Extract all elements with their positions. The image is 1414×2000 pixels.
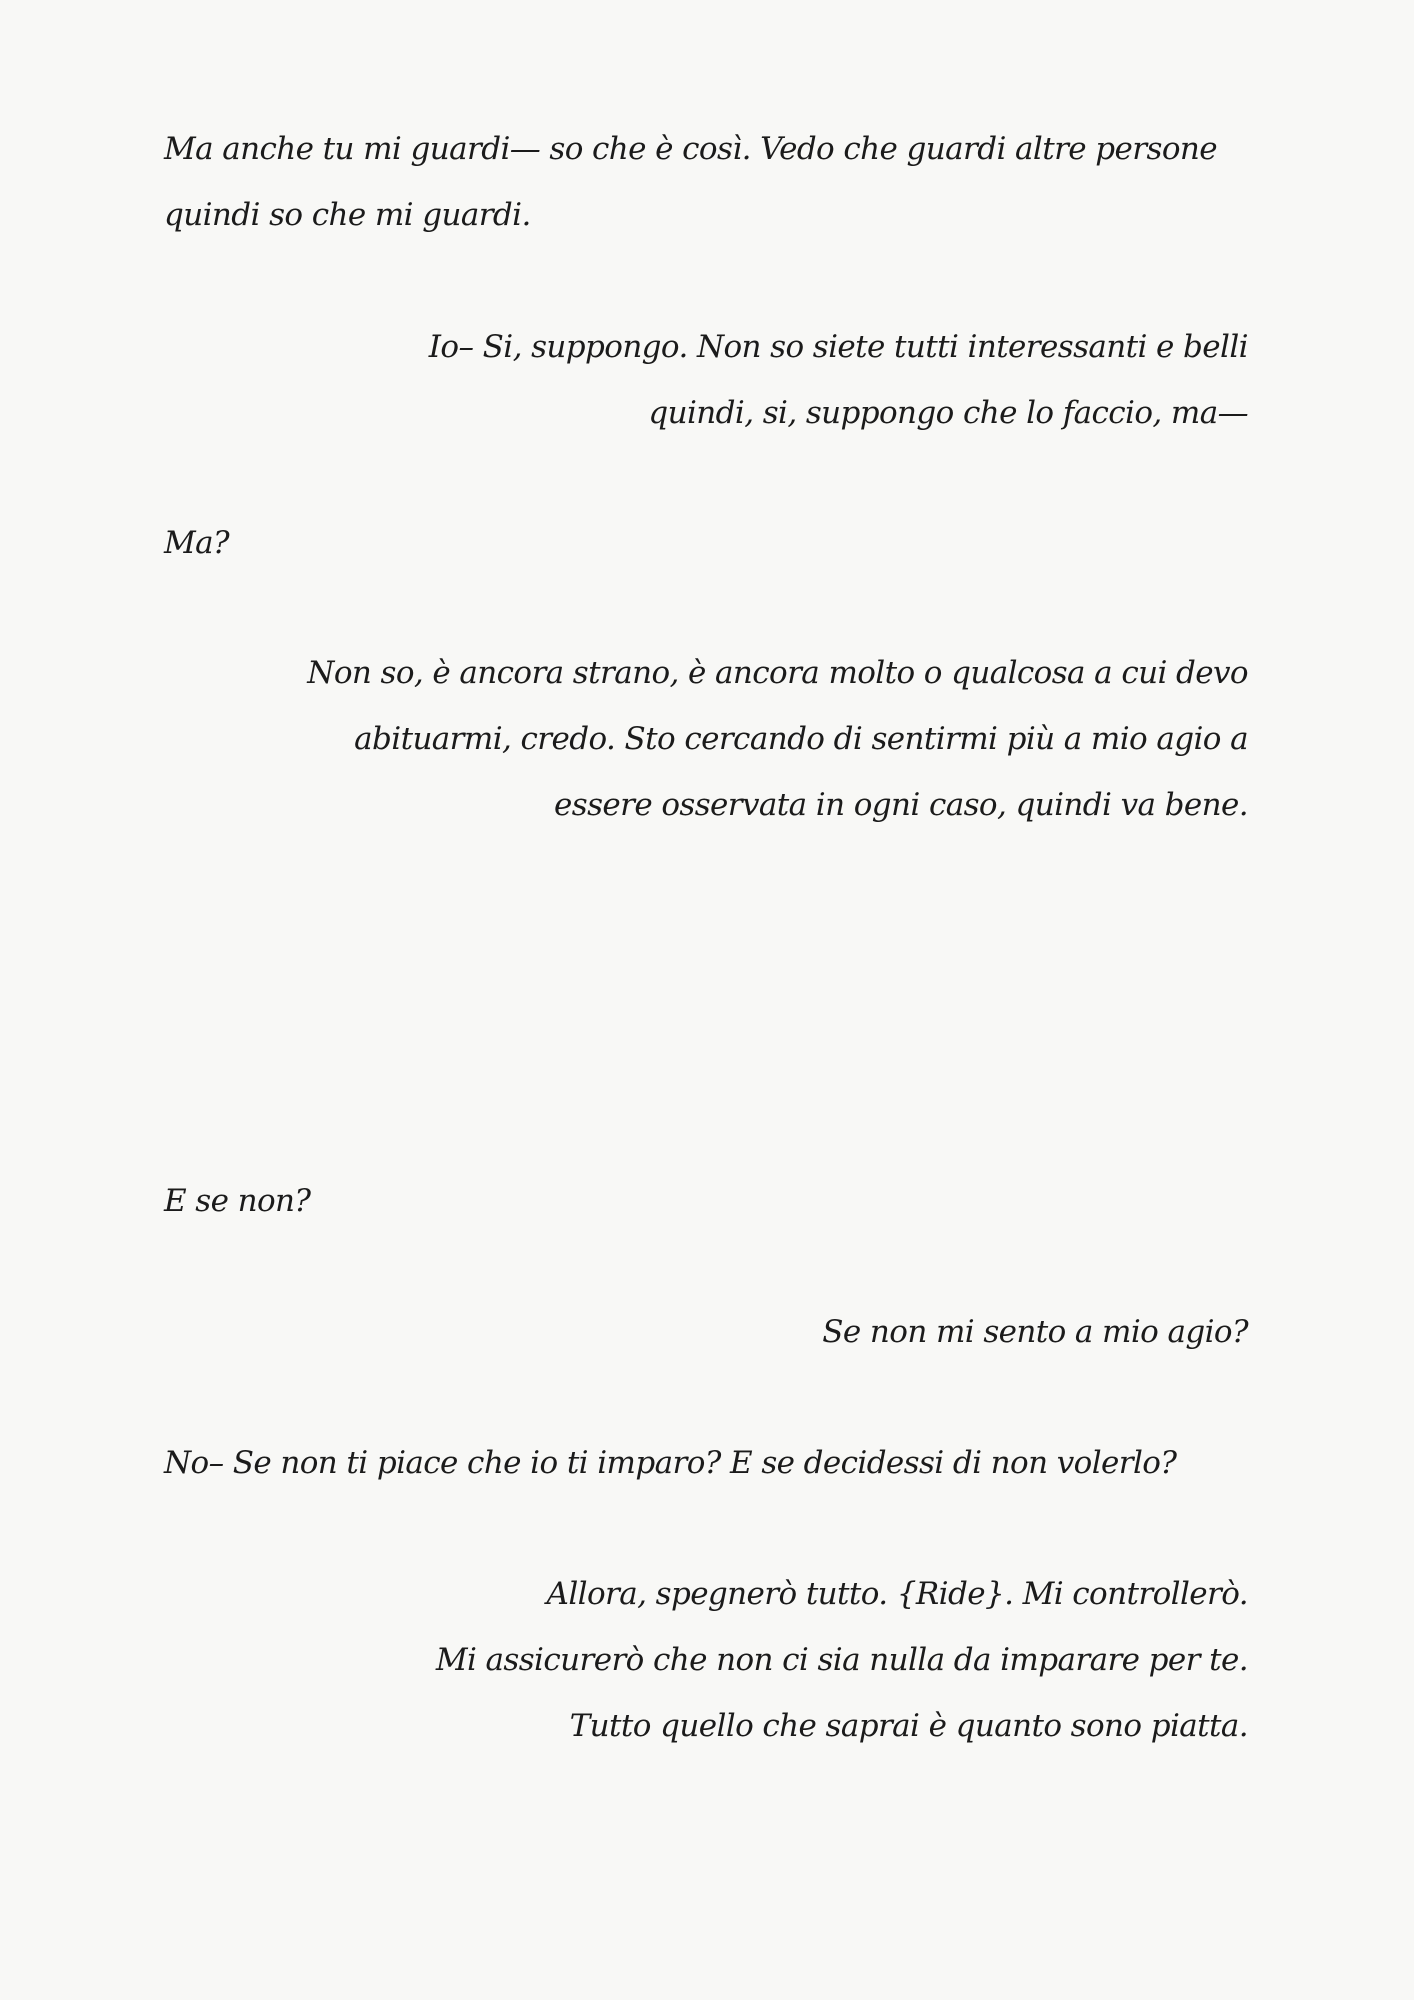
dialogue-line: Non so, è ancora strano, è ancora molto o qualcosa a cui devo — [307, 655, 1248, 691]
dialogue-paragraph-6 — [822, 1299, 1248, 1365]
dialogue-line: abituarmi, credo. Sto cercando di sentirmi più a mio agio a — [354, 721, 1248, 757]
dialogue-line: essere osservata in ogni caso, quindi va bene. — [554, 787, 1248, 823]
dialogue-line: Mi assicurerò che non ci sia nulla da imparare per te. — [435, 1642, 1248, 1678]
dialogue-line: No– Se non ti piace che io ti imparo? E se decidessi di non volerlo? — [164, 1445, 1177, 1481]
dialogue-paragraph-1 — [164, 116, 1217, 248]
dialogue-paragraph-3 — [164, 510, 229, 576]
dialogue-paragraph-7 — [164, 1430, 1176, 1496]
dialogue-line: Ma? — [164, 525, 230, 561]
dialogue-paragraph-8 — [436, 1561, 1248, 1759]
dialogue-line: E se non? — [164, 1183, 311, 1219]
dialogue-line: Io– Si, suppongo. Non so siete tutti interessanti e belli — [428, 329, 1248, 365]
dialogue-line: Allora, spegnerò tutto. {Ride}. Mi controllerò. — [546, 1576, 1248, 1612]
dialogue-paragraph-2 — [429, 314, 1248, 446]
dialogue-line: Tutto quello che saprai è quanto sono piatta. — [569, 1708, 1248, 1744]
dialogue-line: Ma anche tu mi guardi— so che è così. Vedo che guardi altre persone — [164, 131, 1217, 167]
dialogue-paragraph-5 — [164, 1168, 310, 1234]
dialogue-paragraph-4 — [307, 640, 1248, 838]
dialogue-line: quindi, si, suppongo che lo faccio, ma— — [648, 395, 1248, 431]
dialogue-line: Se non mi sento a mio agio? — [822, 1314, 1248, 1350]
dialogue-line: quindi so che mi guardi. — [164, 197, 531, 233]
